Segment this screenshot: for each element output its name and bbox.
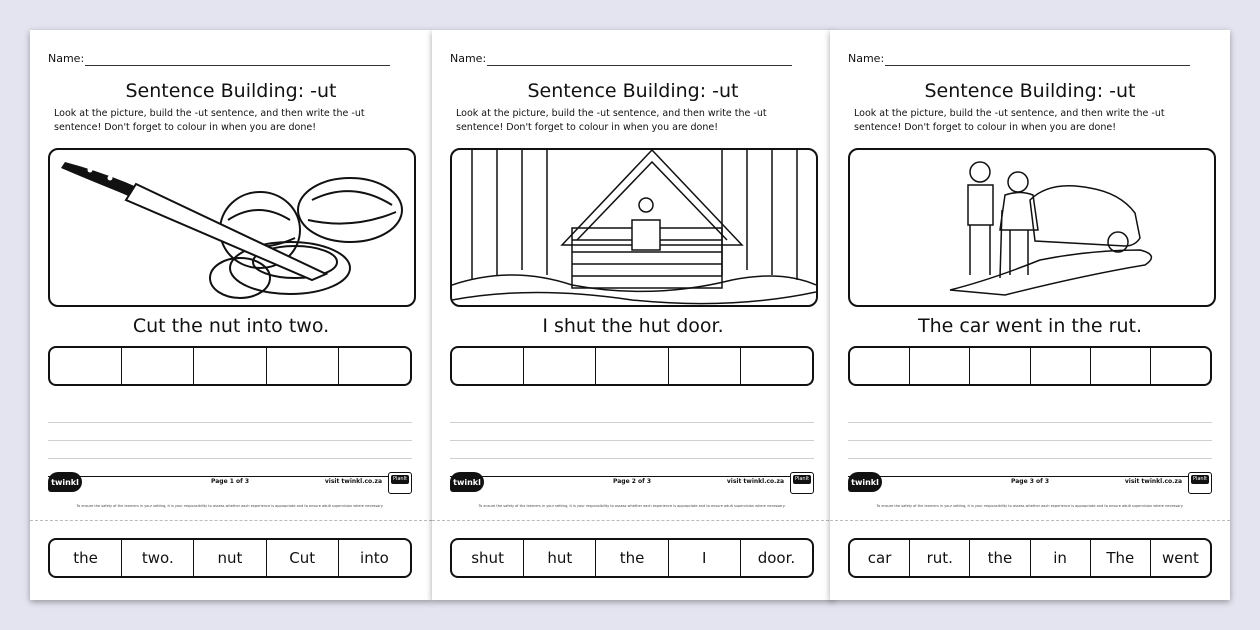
name-label: Name: (848, 52, 885, 65)
word-card[interactable]: the (596, 540, 668, 576)
model-sentence: Cut the nut into two. (132, 315, 330, 337)
worksheet-page-1 (30, 30, 432, 600)
word-card[interactable]: door. (757, 549, 796, 567)
site-link: visit twinkl.co.za (324, 478, 382, 485)
picture-frame (450, 148, 818, 307)
twinkl-logo: twinkl (848, 472, 882, 492)
worksheet-title: Sentence Building: -ut (924, 80, 1136, 102)
model-sentence: I shut the hut door. (542, 315, 724, 337)
word-box[interactable] (267, 348, 339, 384)
worksheet-page-2 (432, 30, 834, 600)
word-card[interactable]: car (850, 540, 910, 576)
word-cards (848, 538, 1212, 578)
word-cards (48, 538, 412, 578)
word-card[interactable]: went (1162, 549, 1199, 567)
name-label: Name: (48, 52, 85, 65)
word-box[interactable] (596, 348, 668, 384)
safety-fineprint: To ensure the safety of the learners in your setting, it is your responsibility to assess whether each experience is appropriate and to ensure adult supervision where necessary. (478, 504, 786, 508)
safety-fineprint: To ensure the safety of the learners in your setting, it is your responsibility to assess whether each experience is appropriate and to ensure adult supervision where necessary. (76, 504, 384, 508)
word-box[interactable] (910, 348, 970, 384)
log-hut-illustration (452, 150, 816, 305)
page-footer (48, 472, 412, 494)
name-write-line[interactable] (885, 65, 1190, 66)
twinkl-logo: twinkl (48, 472, 82, 492)
word-box[interactable] (1091, 348, 1151, 384)
page-footer (848, 472, 1212, 494)
handwriting-lines[interactable] (450, 405, 814, 477)
picture-frame (848, 148, 1216, 307)
instructions: Look at the picture, build the -ut sentence, and then write the -ut sentence! Don't forget to colour in when you are done! (456, 108, 767, 133)
instructions: Look at the picture, build the -ut sentence, and then write the -ut sentence! Don't forget to colour in when you are done! (54, 108, 365, 133)
word-box[interactable] (970, 348, 1030, 384)
name-write-line[interactable] (85, 65, 390, 66)
cut-line (830, 520, 1230, 521)
couple-car-illustration (850, 150, 1214, 305)
handwriting-lines[interactable] (48, 405, 412, 477)
word-card[interactable]: into (360, 549, 389, 567)
worksheet-page-3 (830, 30, 1230, 600)
word-box[interactable] (669, 348, 741, 384)
page-number: Page 1 of 3 (211, 478, 249, 485)
word-box[interactable] (1151, 348, 1210, 384)
twinkl-logo: twinkl (450, 472, 484, 492)
planit-badge: PlanIt (790, 472, 814, 494)
word-box[interactable] (524, 348, 596, 384)
word-box[interactable] (1031, 348, 1091, 384)
word-card[interactable]: I (669, 540, 741, 576)
model-sentence: The car went in the rut. (917, 315, 1142, 337)
word-card[interactable]: nut (194, 540, 266, 576)
site-link: visit twinkl.co.za (1124, 478, 1182, 485)
word-box[interactable] (339, 348, 410, 384)
cut-line (30, 520, 432, 521)
word-box[interactable] (452, 348, 524, 384)
word-card[interactable]: hut (524, 540, 596, 576)
name-label: Name: (450, 52, 487, 65)
sentence-building-boxes (848, 346, 1212, 386)
handwriting-lines[interactable] (848, 405, 1212, 477)
word-box[interactable] (194, 348, 266, 384)
word-box[interactable] (741, 348, 812, 384)
sentence-building-boxes (48, 346, 412, 386)
planit-badge: PlanIt (1188, 472, 1212, 494)
page-number: Page 2 of 3 (613, 478, 651, 485)
name-write-line[interactable] (487, 65, 792, 66)
word-box[interactable] (850, 348, 910, 384)
word-card[interactable]: in (1031, 540, 1091, 576)
safety-fineprint: To ensure the safety of the learners in your setting, it is your responsibility to assess whether each experience is appropriate and to ensure adult supervision where necessary. (876, 504, 1184, 508)
planit-badge: PlanIt (388, 472, 412, 494)
cut-line (432, 520, 834, 521)
word-cards (450, 538, 814, 578)
worksheet-title: Sentence Building: -ut (125, 80, 337, 102)
word-card[interactable]: Cut (267, 540, 339, 576)
word-card[interactable]: rut. (910, 540, 970, 576)
site-link: visit twinkl.co.za (726, 478, 784, 485)
page-footer (450, 472, 814, 494)
word-card[interactable]: The (1091, 540, 1151, 576)
word-card[interactable]: shut (452, 540, 524, 576)
worksheet-title: Sentence Building: -ut (527, 80, 739, 102)
word-box[interactable] (122, 348, 194, 384)
knife-coconut-illustration (50, 150, 414, 305)
word-card[interactable]: two. (122, 540, 194, 576)
instructions: Look at the picture, build the -ut sentence, and then write the -ut sentence! Don't forget to colour in when you are done! (854, 108, 1165, 133)
picture-frame (48, 148, 416, 307)
page-number: Page 3 of 3 (1011, 478, 1049, 485)
word-card[interactable]: the (970, 540, 1030, 576)
word-box[interactable] (50, 348, 122, 384)
word-card[interactable]: the (50, 540, 122, 576)
sentence-building-boxes (450, 346, 814, 386)
